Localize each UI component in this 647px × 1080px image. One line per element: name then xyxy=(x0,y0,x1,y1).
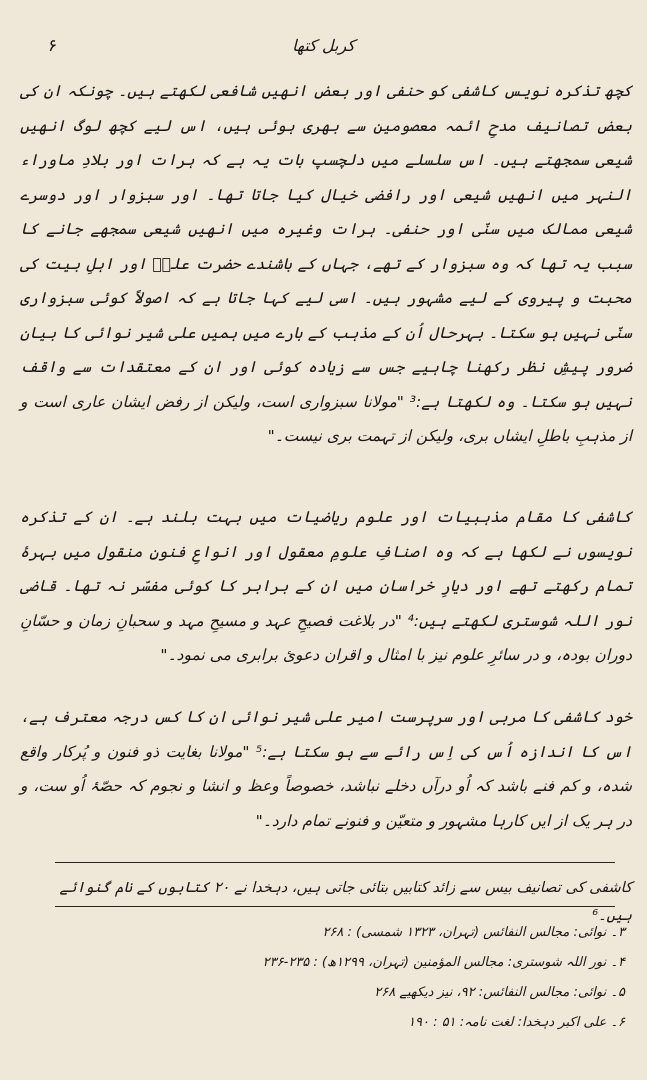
footnotes xyxy=(150,918,625,1038)
paragraph-1-quote: "مولانا سبزواری است، ولیکن از رفض ایشان عاری است و از مذہبِ باطلِ ایشاں بری، ولیکن از تہمت بری نیست۔" xyxy=(20,392,632,445)
footnote-5: ۵۔ نوائی: مجالس النفائس: ۹۲، نیز دیکھیے ۲۶۸ xyxy=(374,985,625,1000)
paragraph-1-text: کچھ تذکرہ نویس کاشفی کو حنفی اور بعض انھیں شافعی لکھتے ہیں۔ چونکہ ان کی بعض تصانیف مدحِ ائمہ معصومین سے بھری ہوئی ہیں، اس لیے کچھ لوگ انھیں شیعی سمجھتے ہیں۔ اس سلسلے میں دلچسپ بات یہ ہے کہ ہرات اور بلادِ ماوراء النہر میں انھیں شیعی اور رافضی خیال کیا جاتا تھا۔ اور سبزوار اور دوسرے شیعی ممالک میں سنّی اور حنفی۔ ہرات وغیرہ میں انھیں شیعی سمجھے جانے کا سبب یہ تھا کہ وہ سبزوار کے تھے، جہاں کے باشندے حضرت علیؑ اور اہلِ بیت کی محبت و پیروی کے لیے مشہور ہیں۔ اسی لیے کہا جاتا ہے کہ اصولاً کوئی سبزواری سنّی نہیں ہو سکتا۔ بہرحال اُن کے مذہب کے بارے میں ہمیں علی شیر نوائی کا بیان ضرور پیشِ نظر رکھنا چاہیے جس سے زیادہ کوئی اور ان کے معتقدات سے واقف نہیں ہو سکتا۔ وہ لکھتا ہے:³ xyxy=(20,82,632,411)
paragraph-2-text: کاشفی کا مقام مذہبیات اور علوم ریاضیات میں بہت بلند ہے۔ ان کے تذکرہ نویسوں نے لکھا ہے کہ وہ اصنافِ علومِ معقول اور انواعِ فنونِ منقول میں بہرۂ تمام رکھتے تھے اور دیارِ خراسان میں ان کے برابر کا کوئی مفسّر نہ تھا۔ قاضی نور اللہ شوستری لکھتے ہیں:⁴ "در بلاغت فصیحِ عہد و مسیحِ مہد و سحبانِ زمان و حسّانِ دوران بودہ، و در سائرِ علوم نیز با امثال و اقران دعویٔ برابری می نمود۔" xyxy=(20,508,632,664)
footnote-4: ۴۔ نور اللہ شوستری: مجالس المؤمنین (تہران، ۱۲۹۹ھ) : ۲۳۵-۲۳۶ xyxy=(262,955,625,970)
footnote-6: ۶۔ علی اکبر دہخدا: لغت نامہ: ۵۱ : ۱۹۰ xyxy=(408,1015,625,1030)
paragraph-1 xyxy=(20,74,632,454)
paragraph-3-text: خود کاشفی کا مربی اور سرپرست امیر علی شیر نوائی ان کا کس درجہ معترف ہے، اس کا اندازہ اُس کی اِس رائے سے ہو سکتا ہے:⁵ "مولانا بغایت ذو فنون و پُرکار واقع شدہ، و کم فنے باشد کہ اُو درآں دخلے نباشد، خصوصاً وعظ و انشا و نجوم کہ حصّۂ اُو ست، و در ہر یک از ایں کارہا مشہور و متعیّن و فنونے تمام دارد۔" xyxy=(20,708,633,830)
footnote-3: ۳۔ نوائی: مجالس النفائس (تہران، ۱۳۲۳ شمسی) : ۲۶۸ xyxy=(322,925,625,940)
running-title: کربل کتھا xyxy=(292,36,355,55)
footnote-separator-bottom xyxy=(55,906,615,907)
footnote-intro: کاشفی کی تصانیف بیس سے زائد کتابیں بتائی جاتی ہیں، دہخدا نے ۲۰ کتابوں کے نام گنوائے ہیں۔⁶ xyxy=(59,880,632,924)
paragraph-2 xyxy=(20,500,632,673)
footnote-separator-top xyxy=(55,862,615,863)
paragraph-3 xyxy=(20,700,632,838)
page-header xyxy=(0,34,647,64)
page-number: ۶ xyxy=(48,36,58,56)
